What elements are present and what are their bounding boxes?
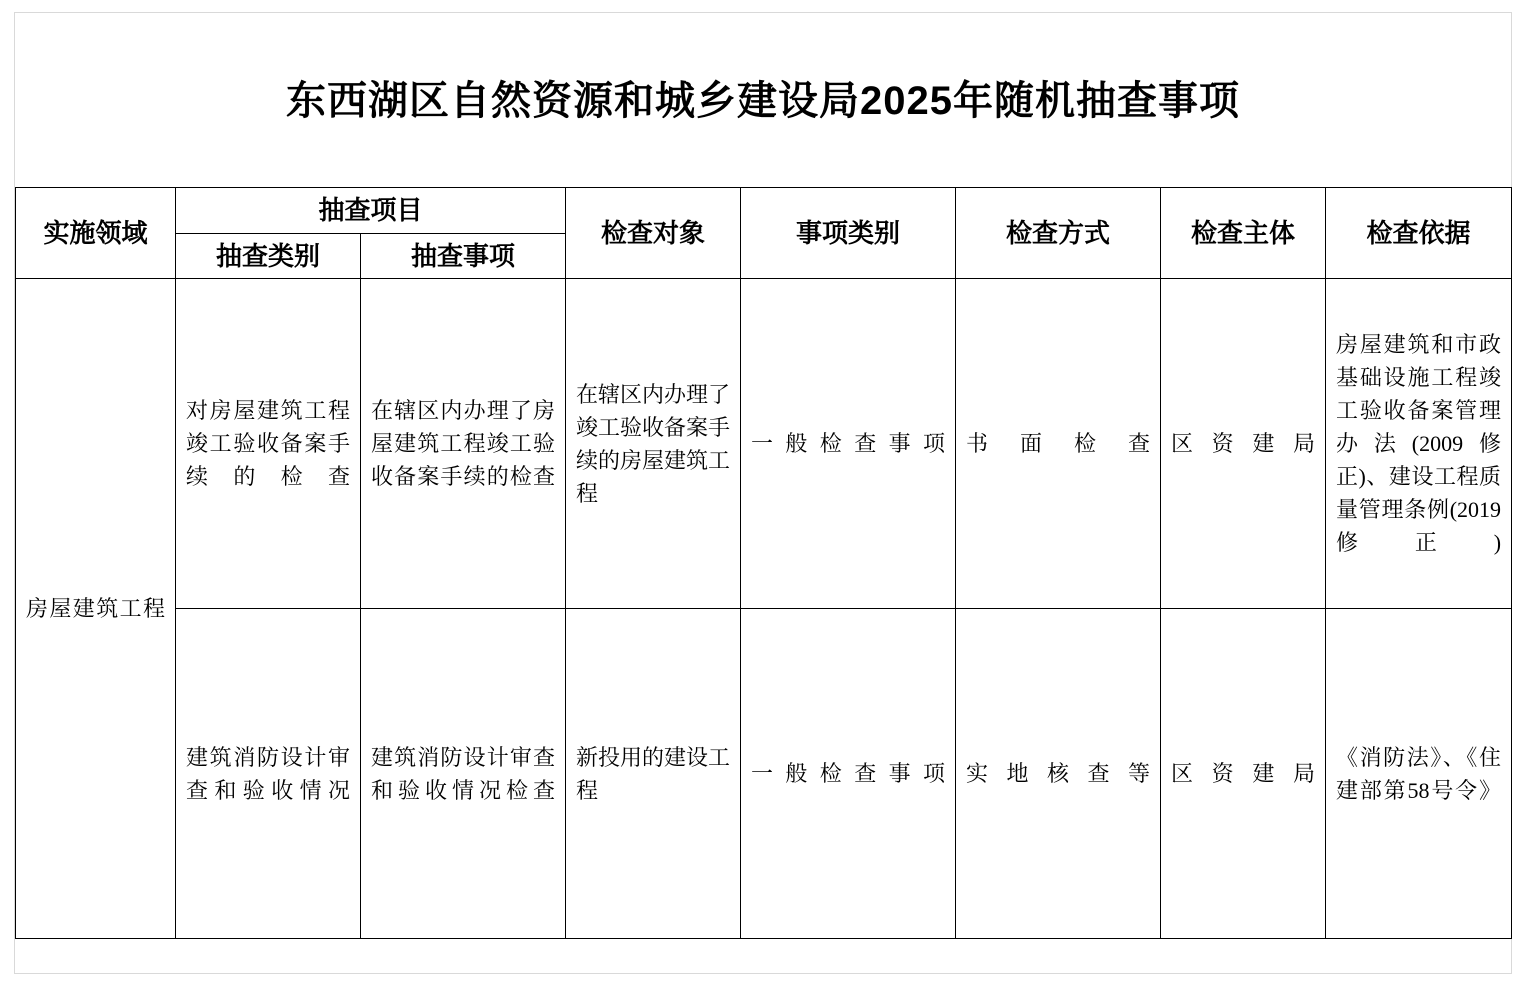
table-row <box>16 279 1512 609</box>
table-row <box>16 609 1512 939</box>
header-method: 检查方式 <box>956 188 1161 279</box>
title-area <box>15 13 1511 181</box>
table-header <box>16 188 1512 279</box>
cell-subject: 区资建局 <box>1161 609 1326 939</box>
cell-object: 新投用的建设工程 <box>566 609 741 939</box>
cell-type: 一般检查事项 <box>741 279 956 609</box>
header-basis: 检查依据 <box>1326 188 1512 279</box>
cell-method: 书面检查 <box>956 279 1161 609</box>
inspection-items-table <box>15 187 1512 939</box>
page-title: 东西湖区自然资源和城乡建设局2025年随机抽查事项 <box>286 78 1240 123</box>
cell-object: 在辖区内办理了竣工验收备案手续的房屋建筑工程 <box>566 279 741 609</box>
cell-subject: 区资建局 <box>1161 279 1326 609</box>
cell-basis: 《消防法》、《住建部第58号令》 <box>1326 609 1512 939</box>
header-row-1 <box>16 188 1512 234</box>
cell-item: 在辖区内办理了房屋建筑工程竣工验收备案手续的检查 <box>361 279 566 609</box>
table-body <box>16 279 1512 939</box>
header-subject: 检查主体 <box>1161 188 1326 279</box>
cell-category: 建筑消防设计审查和验收情况 <box>176 609 361 939</box>
cell-domain: 房屋建筑工程 <box>16 279 176 939</box>
header-type: 事项类别 <box>741 188 956 279</box>
header-domain: 实施领域 <box>16 188 176 279</box>
cell-item: 建筑消防设计审查和验收情况检查 <box>361 609 566 939</box>
cell-type: 一般检查事项 <box>741 609 956 939</box>
cell-method: 实地核查等 <box>956 609 1161 939</box>
header-item: 抽查事项 <box>361 233 566 279</box>
cell-basis: 房屋建筑和市政基础设施工程竣工验收备案管理办法(2009修正)、建设工程质量管理条例(2019修正) <box>1326 279 1512 609</box>
header-category: 抽查类别 <box>176 233 361 279</box>
cell-category: 对房屋建筑工程竣工验收备案手续的检查 <box>176 279 361 609</box>
header-object: 检查对象 <box>566 188 741 279</box>
header-group-items: 抽查项目 <box>176 188 566 234</box>
